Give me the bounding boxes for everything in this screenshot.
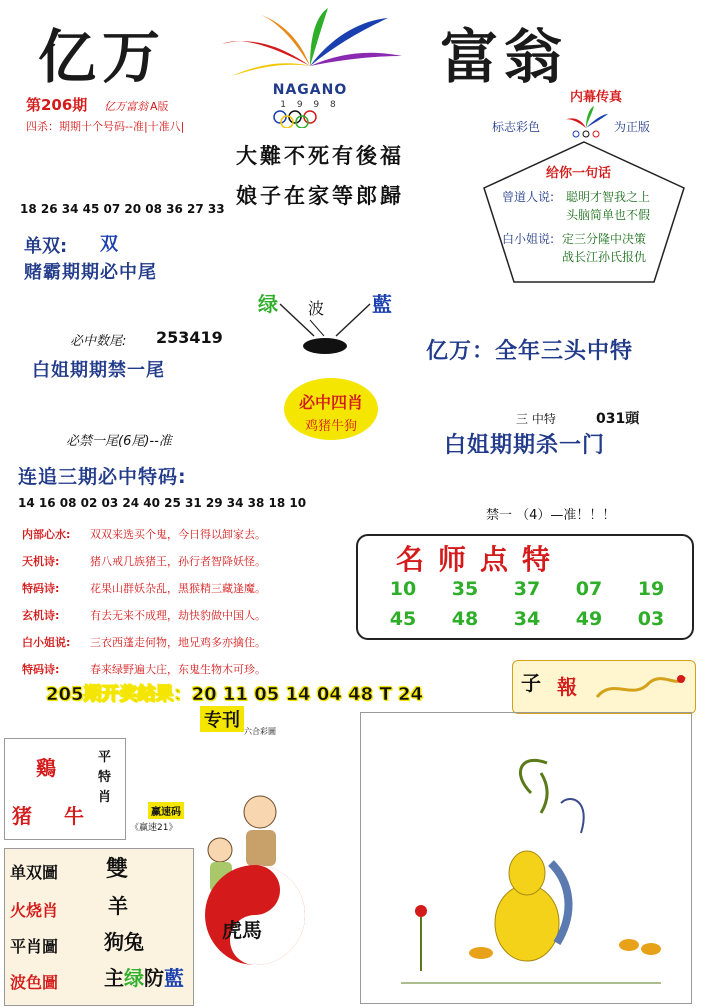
zibao-bao: 報 [557, 675, 577, 699]
fax-right: 为正版 [614, 120, 651, 134]
legend-label-2: 火烧肖 [10, 901, 59, 920]
legend-label-3: 平肖圖 [10, 937, 59, 956]
issue-number: 第206期 [26, 96, 88, 114]
jinyi-text: 禁一 （4）—准！！！ [486, 508, 616, 523]
bizhong4-badge [284, 378, 378, 440]
legend-label-4: 波色圖 [10, 973, 59, 992]
legend-shuang: 雙 [106, 857, 129, 882]
legend-label-1: 单双圖 [10, 863, 59, 882]
zhuankan-sub: 六合彩圖 [244, 727, 276, 736]
proverb-line1: 大難不死有後福 [236, 143, 404, 168]
pentagon-who-1: 曾道人说: [502, 190, 555, 204]
zibao-zi: 子 [521, 671, 541, 695]
danshuang-sub: 赌霸期期必中尾 [24, 262, 157, 283]
issue-hint: 四杀：期期十个号码--准|十准八| [26, 120, 185, 133]
mingshi-num: 45 [389, 608, 417, 630]
pentagon-line-2b: 战长江孙氏报仇 [562, 250, 647, 264]
fax-title: 内幕传真 [570, 90, 623, 105]
mingshi-num: 19 [637, 578, 665, 600]
gourd-monkey-icon [361, 713, 691, 1003]
badge-label: 赢速码 [148, 802, 184, 819]
poem-row-5: 白小姐说: 三衣西蓬走何物，地兄鸡多亦擒住。 [22, 636, 266, 649]
zibao-banner [512, 660, 696, 714]
quannian-text: 亿万：全年三头中特 [426, 339, 634, 364]
logo-text: NAGANO [272, 82, 348, 98]
baijie-text: 白姐期期杀一门 [444, 433, 606, 458]
pentagon-line-1a: 聪明才智我之上 [566, 190, 651, 204]
numbers-mid: 14 16 08 02 03 24 40 25 31 29 34 38 18 10 [18, 496, 307, 510]
mingshi-num: 49 [575, 608, 603, 630]
zhuankan-main: 专刊 [200, 706, 244, 732]
logo-year: 1 9 9 8 [280, 100, 340, 110]
mingshi-num: 35 [451, 578, 479, 600]
result-banner: 205期开奖结果：20 11 05 14 04 48 T 24 [46, 684, 424, 705]
wave-blue: 藍 [372, 292, 392, 316]
olympic-rings-icon [270, 110, 350, 128]
legend-wave: 主绿防藍 [104, 966, 184, 990]
pentagon-line-1b: 头脑简单也不假 [566, 208, 651, 222]
poem-row-2: 天机诗: 猪八戒几族猪王，孙行者智降妖怪。 [22, 555, 266, 568]
sanzhongte-value: 031頭 [596, 411, 640, 427]
fax-left: 标志彩色 [492, 120, 541, 134]
sanzhongte-label: 三 中特 [516, 412, 556, 426]
title-right: 富翁 [440, 23, 569, 91]
dragon-icon [593, 667, 689, 707]
mingshi-num: 10 [389, 578, 417, 600]
poem-row-1: 内部心水: 双双来选买个鬼，今日得以卸家去。 [22, 528, 266, 541]
danshuang-label: 单双: [24, 236, 68, 257]
cartoon-frame [360, 712, 692, 1004]
flower-logo-icon [212, 6, 408, 84]
poem-row-6: 特码诗: 春来绿野遍大庄，东鬼生物木可珍。 [22, 663, 266, 676]
legend-yang: 羊 [108, 894, 128, 918]
wave-green: 绿 [258, 292, 278, 316]
mingshi-num: 07 [575, 578, 603, 600]
shuwei-label: 必中数尾: [70, 334, 127, 349]
zodiac-pig: 猪 [12, 804, 32, 828]
bizhong4-title: 必中四肖 [298, 393, 363, 412]
issue-sub1: 亿万富翁 [104, 100, 148, 113]
jinyiwei-text: 必禁一尾(6尾)--准 [66, 434, 172, 449]
proverb-line2: 娘子在家等郎歸 [236, 183, 404, 208]
mingshi-num: 48 [451, 608, 479, 630]
zodiac-ox: 牛 [64, 804, 84, 828]
mingshi-num: 34 [513, 608, 541, 630]
poem-row-3: 特码诗: 花果山群妖杂乱，黑猴精三藏逢魔。 [22, 582, 266, 595]
bowl-icon [270, 300, 380, 360]
mingshi-num: 03 [637, 608, 665, 630]
shuwei-value: 253419 [156, 328, 223, 347]
mingshi-num: 37 [513, 578, 541, 600]
numbers-top: 18 26 34 45 07 20 08 36 27 33 [20, 202, 225, 216]
danshuang-value: 双 [100, 234, 118, 255]
nagano-logo [212, 6, 408, 130]
mingshi-title: 名师点特 [396, 543, 565, 576]
bizhong4-value: 鸡猪牛狗 [304, 419, 357, 434]
pentagon-who-2: 白小姐说: [502, 232, 555, 246]
pingte-side: 平特肖 [98, 750, 112, 805]
pentagon-title: 给你一句话 [546, 166, 612, 181]
shuwei-sub: 白姐期期禁一尾 [32, 360, 165, 381]
issue-sub2: A版 [150, 100, 169, 113]
badge-sub: 《赢速21》 [130, 823, 178, 833]
wave-mid: 波 [308, 299, 325, 318]
small-logo-icon [562, 104, 610, 138]
pentagon-line-2a: 定三分隆中决策 [562, 232, 647, 246]
lianzhui-text: 连追三期必中特码: [18, 466, 187, 488]
zodiac-chicken: 鷄 [36, 756, 56, 780]
poem-row-4: 玄机诗: 有去无来不成理，劫快豹做中国人。 [22, 609, 266, 622]
legend-humaa: 虎馬 [222, 918, 262, 942]
legend-goutu: 狗兔 [104, 930, 144, 954]
title-left: 亿万 [38, 23, 167, 91]
